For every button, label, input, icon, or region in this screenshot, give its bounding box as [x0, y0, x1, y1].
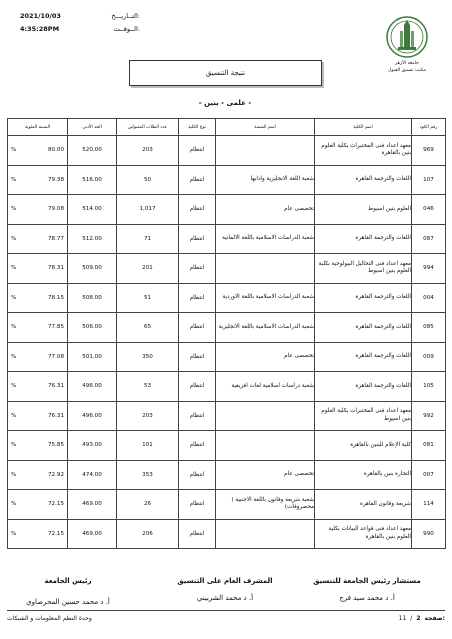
row-pct-value: 76.31 [47, 383, 64, 390]
row-pct-sign: % [11, 265, 17, 272]
page-subtitle: - علمى - بنين - [198, 99, 252, 107]
row-pct-value: 75.85 [47, 442, 64, 449]
row-count: 71 [117, 224, 179, 254]
page-current: 2 [416, 615, 421, 622]
footer-divider [7, 610, 445, 611]
row-college: معهد اعداد فنى المختبرات بكلية العلوم بنين بالقاهرة [315, 136, 412, 166]
table-row [8, 401, 446, 431]
footer [7, 615, 445, 622]
supervisor-title: المشرف العام على التنسيق [177, 577, 273, 585]
row-pct [8, 401, 68, 431]
row-code: 087 [412, 224, 446, 254]
row-type: انتظام [179, 195, 216, 225]
table-header-row [8, 119, 446, 136]
results-table [7, 118, 446, 549]
row-type: انتظام [179, 372, 216, 402]
row-min: 469.00 [68, 519, 117, 549]
table-row [8, 342, 446, 372]
row-min: 516.00 [68, 165, 117, 195]
table-row [8, 431, 446, 461]
time-label: الــوقــت: [113, 25, 140, 33]
table-row [8, 224, 446, 254]
row-pct-value: 77.85 [47, 324, 64, 331]
row-count: 53 [117, 372, 179, 402]
table-row [8, 165, 446, 195]
row-min: 493.00 [68, 431, 117, 461]
row-code: 081 [412, 431, 446, 461]
row-pct-sign: % [11, 176, 17, 183]
row-pct [8, 283, 68, 313]
president-name: أ. د محمد حسين المحرصاوي [26, 598, 110, 606]
row-pct-value: 72.15 [47, 501, 64, 508]
supervisor-name: أ. د محمد الشربيني [196, 594, 254, 602]
table-row [8, 460, 446, 490]
row-min: 520.00 [68, 136, 117, 166]
row-count: 350 [117, 342, 179, 372]
row-college: معهد اعداد فنى التحاليل البيولوجية بكلية العلوم بنين اسيوط [315, 254, 412, 284]
row-count: 201 [117, 254, 179, 284]
row-dept: شعبة دراسات اسلامية لغات افريقية [216, 372, 315, 402]
row-pct [8, 372, 68, 402]
row-pct-sign: % [11, 147, 17, 154]
row-college: اللغات والترجمة القاهرة [315, 224, 412, 254]
row-dept: شعبة اللغة الانجليزية وادابها [216, 165, 315, 195]
row-count: 50 [117, 165, 179, 195]
row-pct-sign: % [11, 206, 17, 213]
row-code: 085 [412, 313, 446, 343]
row-dept [216, 401, 315, 431]
row-type: انتظام [179, 283, 216, 313]
row-pct-sign: % [11, 383, 17, 390]
row-code: 007 [412, 460, 446, 490]
row-type: انتظام [179, 342, 216, 372]
row-dept: تخصصى عام [216, 195, 315, 225]
row-pct-sign: % [11, 530, 17, 537]
header-count: عدد الطلاب المقبولين [117, 119, 179, 136]
table-row [8, 519, 446, 549]
row-pct [8, 460, 68, 490]
row-college: كلية الإعلام للبنين بالقاهرة [315, 431, 412, 461]
row-pct [8, 195, 68, 225]
row-dept: شعبة الدراسات الاسلامية باللغة الالمانية [216, 224, 315, 254]
row-count: 203 [117, 401, 179, 431]
row-dept [216, 431, 315, 461]
row-college: معهد اعداد فنى المختبرات بكلية العلوم بنين اسيوط [315, 401, 412, 431]
footer-unit: وحدة النظم المعلومات و الشبكات [7, 615, 92, 622]
row-college: اللغات والترجمة القاهرة [315, 342, 412, 372]
row-dept: تخصصى عام [216, 460, 315, 490]
row-type: انتظام [179, 460, 216, 490]
row-code: 990 [412, 519, 446, 549]
row-pct-value: 77.08 [47, 353, 64, 360]
row-college: التجارة بنين بالقاهرة [315, 460, 412, 490]
table-row [8, 136, 446, 166]
coordinator-name: أ. د محمد سيد فرج [339, 594, 395, 602]
row-min: 506.00 [68, 313, 117, 343]
row-pct [8, 519, 68, 549]
row-pct [8, 136, 68, 166]
row-code: 046 [412, 195, 446, 225]
row-min: 512.00 [68, 224, 117, 254]
row-dept: شعبة الدراسات الاسلامية باللغة الاوردية [216, 283, 315, 313]
row-pct [8, 165, 68, 195]
row-pct [8, 342, 68, 372]
row-pct-value: 79.38 [47, 176, 64, 183]
row-code: 994 [412, 254, 446, 284]
row-min: 496.00 [68, 401, 117, 431]
org-line-1: جامعة الأزهر [395, 61, 419, 66]
row-count: 51 [117, 283, 179, 313]
table-row [8, 313, 446, 343]
row-dept [216, 136, 315, 166]
row-pct-value: 80.00 [47, 147, 64, 154]
row-min: 509.00 [68, 254, 117, 284]
row-dept: شعبة الدراسات الاسلامية باللغة الانجليزية [216, 313, 315, 343]
row-pct-sign: % [11, 324, 17, 331]
row-dept [216, 519, 315, 549]
row-count: 26 [117, 490, 179, 520]
row-type: انتظام [179, 254, 216, 284]
row-type: انتظام [179, 136, 216, 166]
row-code: 107 [412, 165, 446, 195]
header-min: الحد الأدنى [68, 119, 117, 136]
row-pct [8, 431, 68, 461]
header-type: نوع الكلية [179, 119, 216, 136]
row-pct [8, 490, 68, 520]
row-pct-value: 72.92 [47, 471, 64, 478]
row-college: شريعة وقانون القاهرة [315, 490, 412, 520]
row-count: 206 [117, 519, 179, 549]
row-type: انتظام [179, 165, 216, 195]
row-min: 514.00 [68, 195, 117, 225]
table-row [8, 372, 446, 402]
row-dept: شعبة شريعة وقانون باللغة الاجنبية ( محصروفات) [216, 490, 315, 520]
row-pct [8, 313, 68, 343]
header-pct: النسبة المئوية [8, 119, 68, 136]
page-indicator [399, 615, 445, 622]
row-min: 469.00 [68, 490, 117, 520]
row-pct-sign: % [11, 294, 17, 301]
page-label: صفحة: [424, 615, 445, 622]
date-label: التــاريـــخ: [111, 12, 140, 20]
time-value: 4:35:28PM [20, 25, 60, 33]
row-type: انتظام [179, 431, 216, 461]
coordinator-title: مستشار رئيس الجامعة للتنسيق [313, 577, 421, 585]
row-count: 203 [117, 136, 179, 166]
row-pct-sign: % [11, 235, 17, 242]
table-row [8, 254, 446, 284]
org-line-2: مكتب تنسيق القبول [388, 68, 426, 73]
row-count: 1,017 [117, 195, 179, 225]
row-code: 114 [412, 490, 446, 520]
row-min: 474.00 [68, 460, 117, 490]
president-title: رئيس الجامعة [44, 577, 92, 585]
row-pct [8, 224, 68, 254]
row-pct-value: 78.31 [47, 265, 64, 272]
row-dept [216, 254, 315, 284]
table-row [8, 490, 446, 520]
date-value: 2021/10/03 [20, 12, 61, 20]
table-row [8, 195, 446, 225]
row-type: انتظام [179, 401, 216, 431]
row-pct-sign: % [11, 353, 17, 360]
row-dept: تخصصى عام [216, 342, 315, 372]
row-code: 992 [412, 401, 446, 431]
row-count: 101 [117, 431, 179, 461]
header-code: رقم الكود [412, 119, 446, 136]
row-pct-sign: % [11, 412, 17, 419]
page-sep: / [410, 615, 413, 622]
row-min: 508.00 [68, 283, 117, 313]
university-logo-icon [385, 15, 429, 59]
row-min: 496.00 [68, 372, 117, 402]
row-pct-value: 79.08 [47, 206, 64, 213]
row-pct [8, 254, 68, 284]
row-college: اللغات والترجمة القاهرة [315, 283, 412, 313]
row-pct-sign: % [11, 471, 17, 478]
org-name [377, 61, 437, 73]
header-dept: اسم الشعبة [216, 119, 315, 136]
row-type: انتظام [179, 313, 216, 343]
row-college: اللغات والترجمة القاهرة [315, 165, 412, 195]
row-college: العلوم بنين اسيوط [315, 195, 412, 225]
row-pct-value: 76.31 [47, 412, 64, 419]
row-pct-sign: % [11, 501, 17, 508]
row-pct-value: 72.15 [47, 530, 64, 537]
row-min: 501.00 [68, 342, 117, 372]
row-college: اللغات والترجمة القاهرة [315, 372, 412, 402]
row-type: انتظام [179, 224, 216, 254]
row-pct-sign: % [11, 442, 17, 449]
row-college: اللغات والترجمة القاهرة [315, 313, 412, 343]
page-total: 11 [398, 615, 407, 622]
row-count: 353 [117, 460, 179, 490]
header-college: اسم الكلية [315, 119, 412, 136]
row-count: 65 [117, 313, 179, 343]
table-row [8, 283, 446, 313]
row-code: 105 [412, 372, 446, 402]
row-code: 969 [412, 136, 446, 166]
row-code: 004 [412, 283, 446, 313]
date-block [20, 12, 140, 33]
row-pct-value: 78.15 [47, 294, 64, 301]
page-title: نتيجة التنسيق [129, 60, 322, 86]
row-pct-value: 78.77 [47, 235, 64, 242]
row-code: 009 [412, 342, 446, 372]
row-type: انتظام [179, 519, 216, 549]
row-college: معهد اعداد فنى قواعد البيانات بكلية العلوم بنين بالقاهرة [315, 519, 412, 549]
row-type: انتظام [179, 490, 216, 520]
